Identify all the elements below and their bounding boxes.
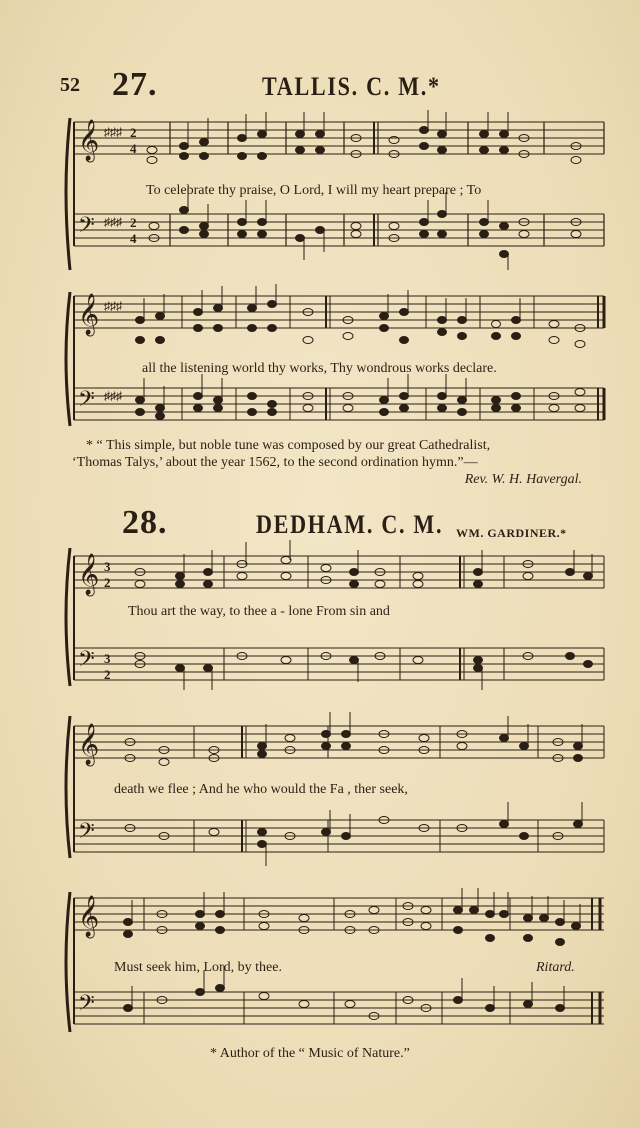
svg-text:𝄞: 𝄞 [78, 896, 100, 937]
hymn-28-number: 28. [122, 504, 168, 541]
svg-text:3: 3 [104, 651, 111, 666]
svg-text:𝄞: 𝄞 [78, 120, 100, 161]
svg-text:𝄞: 𝄞 [78, 554, 100, 595]
hymn-27-number: 27. [112, 66, 158, 103]
svg-text:𝄢: 𝄢 [78, 213, 95, 243]
hymn-28-title: DEDHAM. C. M. [256, 510, 444, 539]
svg-text:4: 4 [130, 231, 137, 246]
lyric-line: death we flee ; And he who would the Fa , ther seek, [114, 782, 408, 797]
footnote-line: * Author of the “ Music of Nature.” [210, 1046, 410, 1061]
svg-text:4: 4 [130, 141, 137, 156]
svg-text:𝄞: 𝄞 [78, 294, 100, 335]
lyric-line: To celebrate thy praise, O Lord, I will my heart prepare ; To [146, 183, 482, 198]
tempo-mark: Ritard. [536, 960, 575, 975]
svg-text:2: 2 [104, 575, 111, 590]
composer-credit: WM. GARDINER.* [456, 526, 567, 540]
lyric-line: Thou art the way, to thee a - lone From sin and [128, 604, 390, 619]
footnote-attribution: Rev. W. H. Havergal. [464, 472, 582, 487]
svg-text:𝄢: 𝄢 [78, 819, 95, 849]
footnote-line: ‘Thomas Talys,’ about the year 1562, to the second ordination hymn.”— [72, 455, 478, 470]
svg-text:♯♯♯: ♯♯♯ [104, 299, 122, 313]
svg-text:𝄢: 𝄢 [78, 647, 95, 677]
svg-text:♯♯♯: ♯♯♯ [104, 125, 122, 139]
music-system [64, 284, 610, 434]
svg-text:2: 2 [130, 125, 137, 140]
svg-text:𝄢: 𝄢 [78, 991, 95, 1021]
svg-text:♯♯♯: ♯♯♯ [104, 389, 122, 403]
svg-text:3: 3 [104, 559, 111, 574]
hymn-27-title: TALLIS. C. M.* [262, 72, 441, 101]
lyric-line: Must seek him, Lord, by thee. [114, 960, 282, 975]
svg-text:𝄞: 𝄞 [78, 724, 100, 765]
svg-text:𝄢: 𝄢 [78, 387, 95, 417]
page-number: 52 [60, 74, 80, 96]
svg-text:2: 2 [104, 667, 111, 682]
staff-notation [64, 284, 610, 434]
footnote-line: * “ This simple, but noble tune was composed by our great Cathedralist, [86, 438, 491, 453]
svg-text:♯♯♯: ♯♯♯ [104, 215, 122, 229]
svg-text:2: 2 [130, 215, 137, 230]
lyric-line: all the listening world thy works, Thy wondrous works declare. [142, 361, 497, 376]
